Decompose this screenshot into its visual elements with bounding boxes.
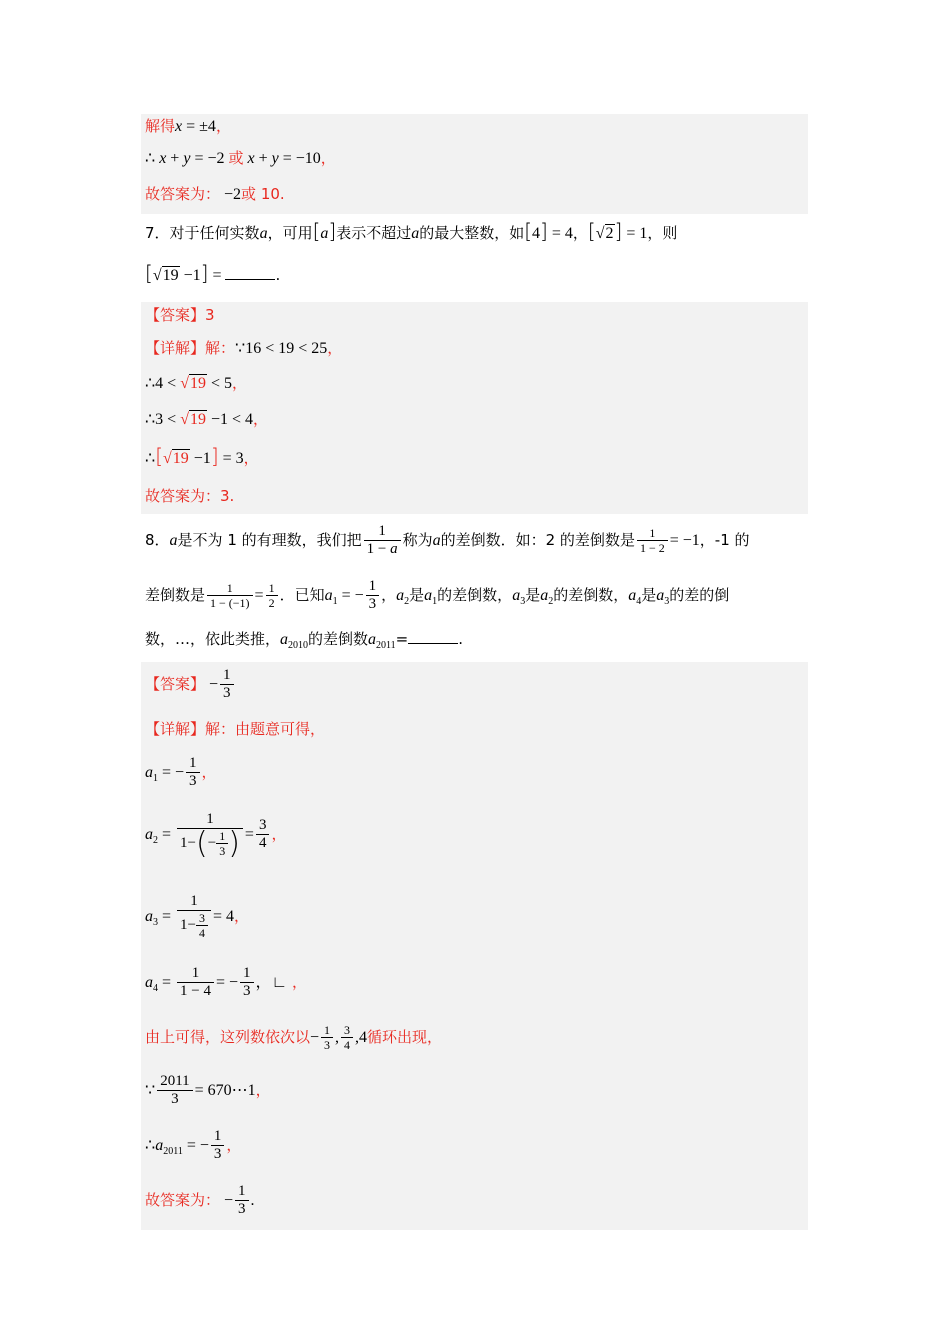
q8-answer: 【答案】 − $\frac{1}{3}$ xyxy=(145,664,236,705)
prev-final-answer: 故答案为： −2或 10. xyxy=(145,185,285,203)
q8-a2011: $\therefore a_{2011}$ = − $\frac{1}{3}$ ， xyxy=(145,1128,242,1162)
q7-question-line-2: [√19 −1] = . xyxy=(145,261,281,285)
q8-a3: $a_3$ = 1 1− $\frac{3}{4}$ = 4， xyxy=(145,893,250,940)
q7-final-answer: 故答案为：3. xyxy=(145,487,235,505)
q7-detail-line-4: ∴[√19 −1] = 3， xyxy=(145,444,259,468)
q8-a1: $a_1$ = − $\frac{1}{3}$ ， xyxy=(145,755,217,789)
q8-detail-line-1: 【详解】解：由题意可得， xyxy=(145,720,326,738)
q7-question-line-1: 7．对于任何实数a，可用[a]表示不超过a的最大整数，如[4] = 4，[√2] = 1，则 xyxy=(145,219,678,243)
q8-question-line-3: 数，…，依此类推，$a_{2010}$的差倒数$a_{2011}=$ . xyxy=(145,630,464,651)
q7-answer: 【答案】3 xyxy=(145,306,215,324)
prev-line-1: 解得x = ±4， xyxy=(145,117,231,135)
q8-cycle-line: 由上可得，这列数依次以− $\frac{1}{3}$ , $\frac{3}{4}$ ,4循环出现， xyxy=(145,1023,443,1052)
q8-a2: $a_2$ = 1 1−(− $\frac{1}{3}$ ) = $\frac{3}{4}$ ， xyxy=(145,811,287,861)
q8-division-line: ∵ $\frac{2011}{3}$ = 670⋯1， xyxy=(145,1073,271,1107)
q8-a4: $a_4$ = $\frac{1}{1 - 4}$ = − $\frac{1}{3}$ ，∟ ， xyxy=(145,965,307,999)
q7-answer-blank xyxy=(225,265,275,280)
q8-question-line-1: 8．a是不为 1 的有理数，我们把 $\frac{1}{1 - a}$ 称为a的差倒数．如：2 的差倒数是 $\frac{1}{1 - 2}$ = −1，-1 的 xyxy=(145,523,750,557)
prev-line-2: ∴ x + y = −2 或 x + y = −10， xyxy=(145,149,336,167)
q7-detail-line-1: 【详解】解：∵16 < 19 < 25， xyxy=(145,339,343,357)
q7-detail-line-2: ∴4 < √19 < 5， xyxy=(145,374,248,392)
q8-question-line-2: 差倒数是 $\frac{1}{1 - (-1)}$ = $\frac{1}{2}$ ．已知$a_1$ = − $\frac{1}{3}$ ，$a_2$是$a_1$的差倒数，$a_3$是$a_2$的差倒数，$a_4$是$a_3$的差的倒 xyxy=(145,578,730,612)
q7-detail-line-3: ∴3 < √19 −1 < 4， xyxy=(145,410,269,428)
q8-answer-blank xyxy=(408,629,458,644)
q8-final-answer: 故答案为： − $\frac{1}{3}$ . xyxy=(145,1183,255,1217)
